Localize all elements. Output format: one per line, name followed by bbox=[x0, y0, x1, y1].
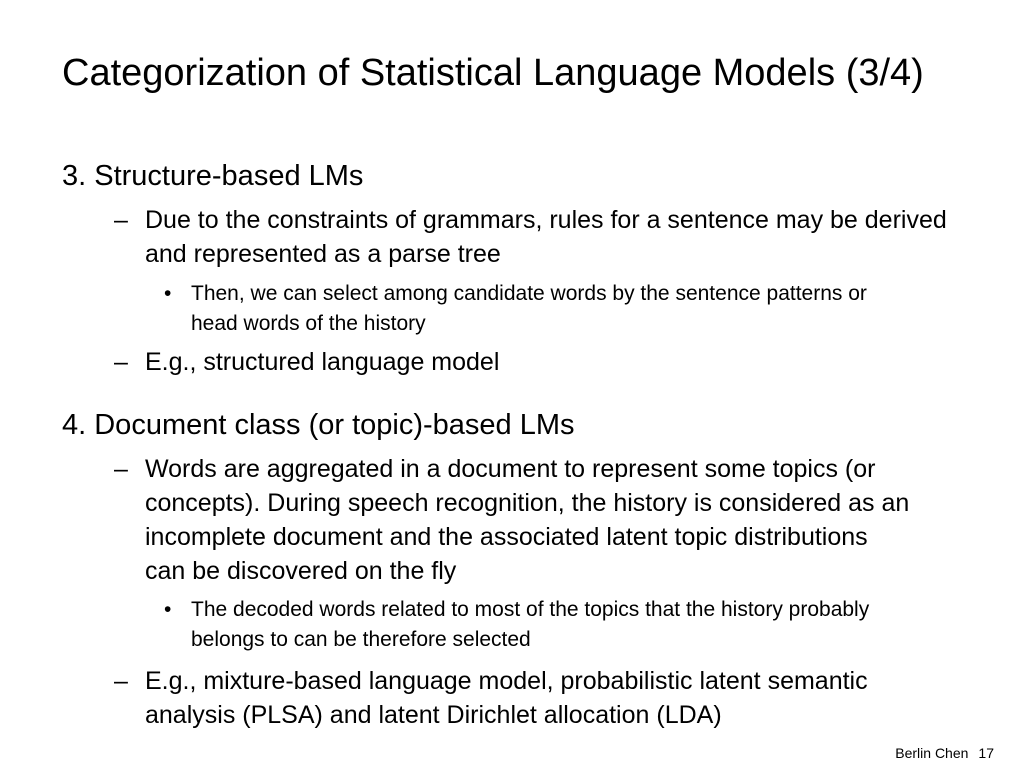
list-item bbox=[114, 203, 954, 271]
sub-list-item bbox=[164, 279, 904, 339]
dash-marker: – bbox=[114, 206, 128, 234]
list-item-text: Due to the constraints of grammars, rules for a sentence may be derived and represented as a parse tree bbox=[145, 206, 947, 268]
bullet-marker: • bbox=[164, 282, 172, 305]
bullet-marker: • bbox=[164, 598, 172, 621]
list-item-text: E.g., structured language model bbox=[145, 348, 500, 376]
list-item bbox=[114, 664, 914, 732]
slide-title: Categorization of Statistical Language Models (3/4) bbox=[62, 52, 924, 94]
section-heading-topic-based: 4. Document class (or topic)-based LMs bbox=[62, 409, 575, 441]
sub-list-item-text: The decoded words related to most of the topics that the history probably belongs to can be therefore selected bbox=[191, 598, 870, 651]
section-heading-structure-based: 3. Structure-based LMs bbox=[62, 160, 364, 192]
list-item-text: Words are aggregated in a document to represent some topics (or concepts). During speech recognition, the history is considered as an incomplete document and the associated latent topic distributions can be discovered on the fly bbox=[145, 455, 910, 585]
page-number: 17 bbox=[978, 745, 994, 761]
list-item bbox=[114, 452, 914, 588]
dash-marker: – bbox=[114, 667, 128, 695]
list-item bbox=[114, 345, 974, 379]
dash-marker: – bbox=[114, 348, 128, 376]
footer-author: Berlin Chen bbox=[895, 745, 969, 761]
dash-marker: – bbox=[114, 455, 128, 483]
sub-list-item-text: Then, we can select among candidate words by the sentence patterns or head words of the history bbox=[191, 282, 867, 335]
sub-list-item bbox=[164, 595, 914, 655]
list-item-text: E.g., mixture-based language model, probabilistic latent semantic analysis (PLSA) and latent Dirichlet allocation (LDA) bbox=[145, 667, 868, 729]
slide-footer bbox=[895, 745, 994, 761]
